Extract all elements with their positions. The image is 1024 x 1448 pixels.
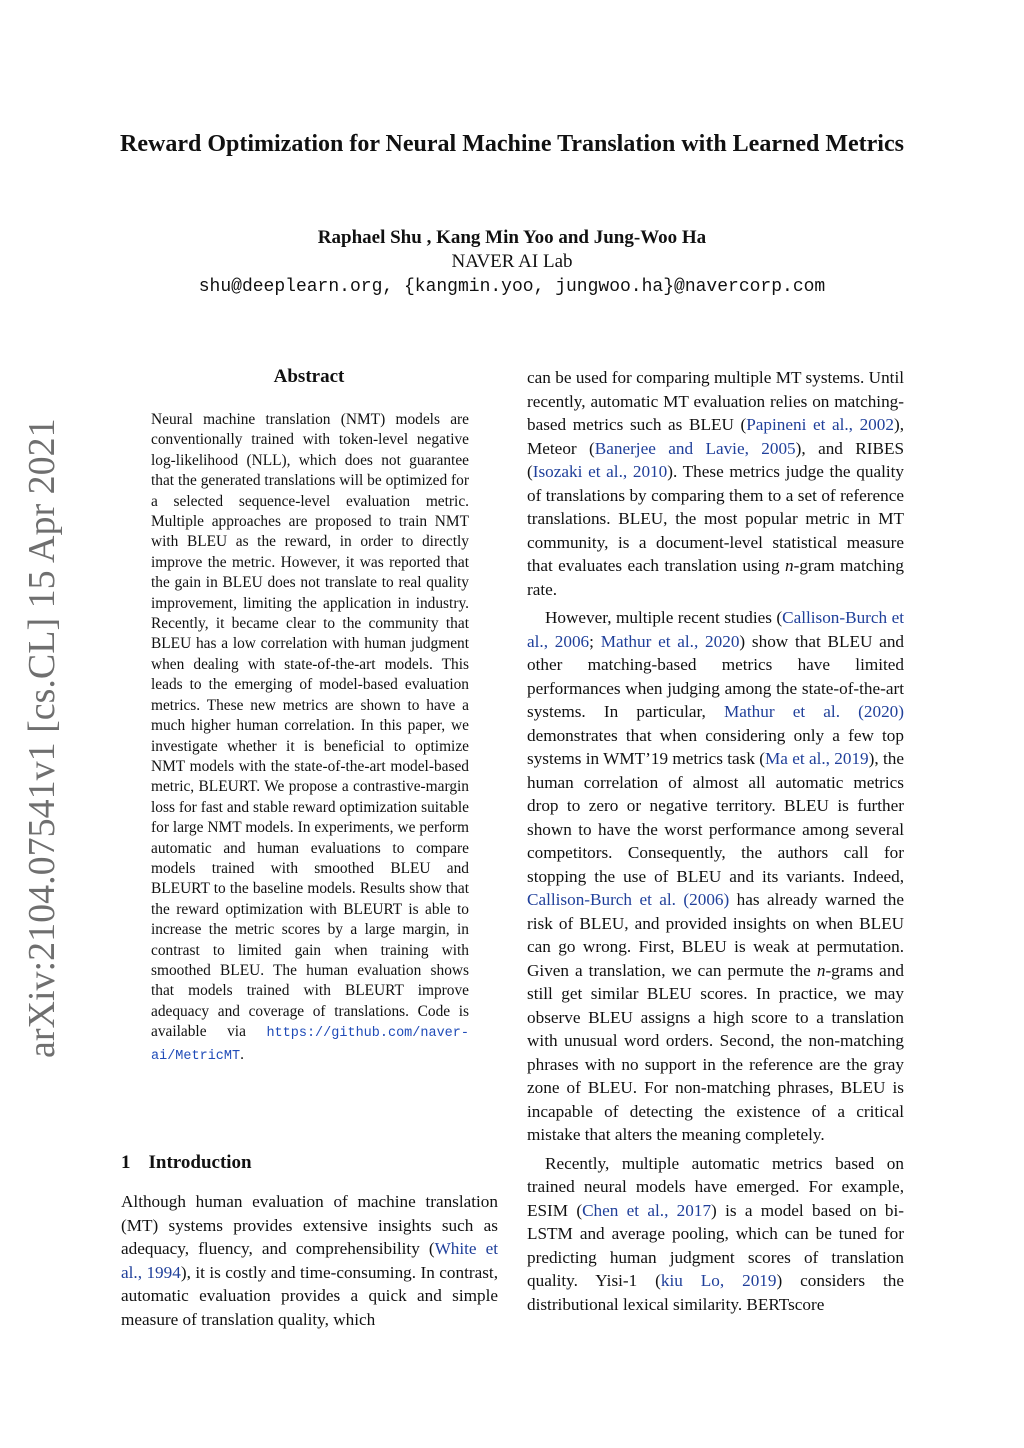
citation-link[interactable]: Callison-Burch et al., 2006 bbox=[527, 608, 904, 651]
citation-link[interactable]: kiu Lo, 2019 bbox=[660, 1271, 777, 1290]
abstract-end: . bbox=[240, 1045, 244, 1063]
right-paragraph-1: can be used for comparing multiple MT systems. Until recently, automatic MT evaluation relies on matching-based metrics such as BLEU (Papineni et al., 2002), Meteor (Banerjee and Lavie, 2005), and RIBES (Isozaki et al., 2010). These metrics judge the quality of translations by comparing them to a set of reference translations. BLEU, the most popular metric in MT community, is a document-level statistical measure that evaluates each translation using n-gram matching rate. bbox=[527, 368, 905, 599]
left-column-text bbox=[121, 1190, 498, 1331]
citation-link[interactable]: White et al., 1994 bbox=[121, 1239, 498, 1282]
abstract-text: Neural machine translation (NMT) models are conventionally trained with token-level negative log-likelihood (NLL), which does not guarantee that the generated translations will be optimized for a selected sequence-level evaluation metric. Multiple approaches are proposed to train NMT with BLEU as the reward, in order to directly improve the metric. However, it was reported that the gain in BLEU does not translate to real quality improvement, limiting the application in industry. Recently, it became clear to the community that BLEU has a low correlation with human judgment when dealing with state-of-the-art models. This leads to the emerging of model-based evaluation metrics. These new metrics are shown to have a much higher human correlation. In this paper, we investigate whether it is beneficial to optimize NMT models with the state-of-the-art model-based metric, BLEURT. We propose a contrastive-margin loss for fast and stable reward optimization suitable for large NMT models. In experiments, we perform automatic and human evaluations to compare models trained with smoothed BLEU and BLEURT to the baseline models. Results show that the reward optimization with BLEURT is able to increase the metric scores by a large margin, in contrast to limited gain when training with smoothed BLEU. The human evaluation shows that models trained with BLEURT improve adequacy and coverage of translations. Code is available via bbox=[151, 411, 469, 1041]
right-paragraph-3: Recently, multiple automatic metrics based on trained neural models have emerged. For example, ESIM (Chen et al., 2017) is a model based on bi-LSTM and average pooling, which can be tuned for predicting human judgment scores of translation quality. Yisi-1 (kiu Lo, 2019) considers the distributional lexical similarity. BERTscore bbox=[527, 1153, 904, 1314]
paper-title: Reward Optimization for Neural Machine Translation with Learned Metrics bbox=[120, 131, 904, 157]
citation-link[interactable]: Mathur et al., 2020 bbox=[600, 631, 740, 651]
right-column-text bbox=[527, 366, 904, 1321]
right-paragraph-2: However, multiple recent studies (Callison-Burch et al., 2006; Mathur et al., 2020) show that BLEU and other matching-based metrics have limited performances when judging among the state-of-the-art systems. In particular, Mathur et al. (2020) demonstrates that when considering only a few top systems in WMT’19 metrics task (Ma et al., 2019), the human correlation of almost all automatic metrics drop to zero or negative territory. BLEU is further shown to have the worst performance among several competitors. Consequently, the authors call for stopping the use of BLEU and its variants. Indeed, Callison-Burch et al. (2006) has already warned the risk of BLEU, and provided insights on when BLEU can go wrong. First, BLEU is weak at permutation. Given a translation, we can permute the n-grams and still get similar BLEU scores. In practice, we may observe BLEU assigns a high score to a translation with unusual word orders. Second, the non-matching phrases with no support in the reference are the gray zone of BLEU. For non-matching phrases, BLEU is incapable of detecting the existence of a critical mistake that alters the meaning completely. bbox=[527, 608, 905, 1144]
author-emails: shu@deeplearn.org, {kangmin.yoo, jungwoo.ha}@navercorp.com bbox=[198, 277, 826, 297]
abstract-heading: Abstract bbox=[273, 366, 345, 387]
section-title: Introduction bbox=[148, 1152, 252, 1173]
section-number: 1 bbox=[121, 1152, 131, 1173]
citation-link[interactable]: Isozaki et al., 2010 bbox=[532, 462, 668, 481]
author-list: Raphael Shu , Kang Min Yoo and Jung-Woo Ha bbox=[317, 227, 707, 248]
section-heading-introduction bbox=[121, 1152, 252, 1174]
affiliation: NAVER AI Lab bbox=[451, 251, 573, 272]
citation-link[interactable]: Ma et al., 2019 bbox=[765, 749, 869, 768]
code-link[interactable]: https://github.com/naver-ai/MetricMT bbox=[151, 1026, 469, 1064]
citation-link[interactable]: Banerjee and Lavie, 2005 bbox=[594, 438, 796, 458]
arxiv-stamp: arXiv:2104.07541v1 [cs.CL] 15 Apr 2021 bbox=[21, 418, 63, 1058]
abstract-body bbox=[151, 410, 469, 1067]
citation-link[interactable]: Chen et al., 2017 bbox=[582, 1200, 712, 1220]
intro-paragraph-1: Although human evaluation of machine translation (MT) systems provides extensive insights such as adequacy, fluency, and comprehensibility (White et al., 1994), it is costly and time-consuming. In contrast, automatic evaluation provides a quick and simple measure of translation quality, which bbox=[121, 1192, 498, 1329]
citation-link[interactable]: Mathur et al. (2020) bbox=[723, 702, 904, 721]
citation-link[interactable]: Callison-Burch et al. (2006) bbox=[527, 890, 730, 909]
citation-link[interactable]: Papineni et al., 2002 bbox=[746, 415, 894, 434]
